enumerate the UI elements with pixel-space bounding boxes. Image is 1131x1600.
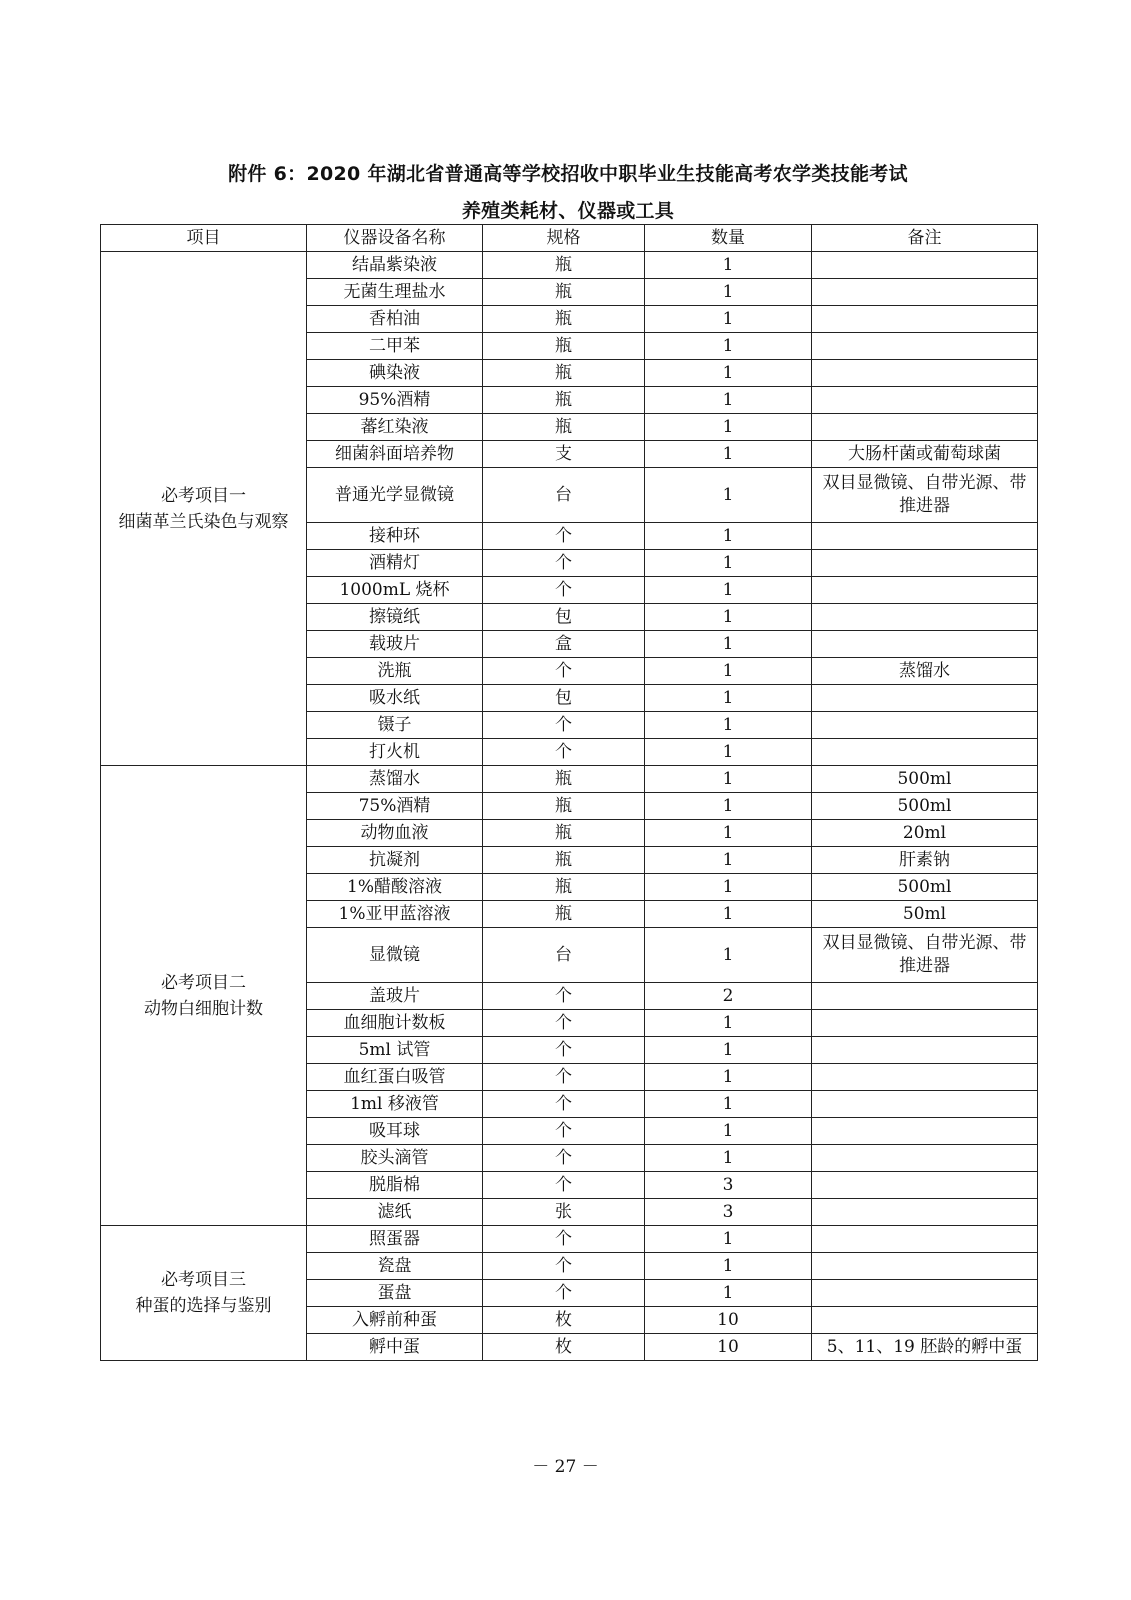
item-spec-cell: 个 bbox=[483, 1091, 645, 1118]
item-quantity-cell: 1 bbox=[645, 468, 812, 523]
item-quantity-cell: 1 bbox=[645, 1037, 812, 1064]
item-quantity-cell: 1 bbox=[645, 1253, 812, 1280]
project-label: 种蛋的选择与鉴别 bbox=[135, 1296, 272, 1316]
item-note-cell bbox=[812, 1091, 1038, 1118]
item-note-cell: 肝素钠 bbox=[812, 847, 1038, 874]
column-header-notes: 备注 bbox=[812, 225, 1038, 252]
item-quantity-cell: 1 bbox=[645, 928, 812, 983]
item-name-cell: 打火机 bbox=[307, 739, 483, 766]
item-note-cell bbox=[812, 1226, 1038, 1253]
item-spec-cell: 个 bbox=[483, 1010, 645, 1037]
item-quantity-cell: 1 bbox=[645, 901, 812, 928]
table-row bbox=[101, 766, 1038, 793]
item-note-cell: 大肠杆菌或葡萄球菌 bbox=[812, 441, 1038, 468]
project-label: 必考项目二 bbox=[161, 972, 246, 993]
column-header-project: 项目 bbox=[101, 225, 307, 252]
item-spec-cell: 张 bbox=[483, 1199, 645, 1226]
item-name-cell: 抗凝剂 bbox=[307, 847, 483, 874]
item-spec-cell: 个 bbox=[483, 1064, 645, 1091]
item-spec-cell: 个 bbox=[483, 983, 645, 1010]
item-note-cell bbox=[812, 1064, 1038, 1091]
item-quantity-cell: 1 bbox=[645, 414, 812, 441]
item-spec-cell: 支 bbox=[483, 441, 645, 468]
project-label: 必考项目一 bbox=[161, 485, 246, 506]
item-quantity-cell: 1 bbox=[645, 1280, 812, 1307]
item-spec-cell: 台 bbox=[483, 468, 645, 523]
item-quantity-cell: 1 bbox=[645, 387, 812, 414]
item-spec-cell: 个 bbox=[483, 1253, 645, 1280]
item-note-cell bbox=[812, 604, 1038, 631]
item-quantity-cell: 1 bbox=[645, 1145, 812, 1172]
project-label: 细菌革兰氏染色与观察 bbox=[118, 511, 289, 532]
item-spec-cell: 瓶 bbox=[483, 306, 645, 333]
column-header-quantity: 数量 bbox=[645, 225, 812, 252]
item-name-cell: 香柏油 bbox=[307, 306, 483, 333]
item-note-cell bbox=[812, 1145, 1038, 1172]
item-note-cell bbox=[812, 306, 1038, 333]
item-name-cell: 5ml 试管 bbox=[307, 1037, 483, 1064]
item-quantity-cell: 1 bbox=[645, 1010, 812, 1037]
table-row bbox=[101, 252, 1038, 279]
item-note-cell bbox=[812, 333, 1038, 360]
item-quantity-cell: 1 bbox=[645, 523, 812, 550]
project-cell bbox=[101, 1226, 307, 1361]
item-name-cell: 75%酒精 bbox=[307, 793, 483, 820]
item-name-cell: 孵中蛋 bbox=[307, 1334, 483, 1361]
item-quantity-cell: 1 bbox=[645, 793, 812, 820]
item-name-cell: 擦镜纸 bbox=[307, 604, 483, 631]
item-name-cell: 1%亚甲蓝溶液 bbox=[307, 901, 483, 928]
item-quantity-cell: 1 bbox=[645, 658, 812, 685]
project-cell bbox=[101, 252, 307, 766]
item-spec-cell: 瓶 bbox=[483, 820, 645, 847]
item-spec-cell: 个 bbox=[483, 1145, 645, 1172]
column-header-name: 仪器设备名称 bbox=[307, 225, 483, 252]
item-note-cell bbox=[812, 550, 1038, 577]
item-spec-cell: 瓶 bbox=[483, 279, 645, 306]
item-spec-cell: 个 bbox=[483, 550, 645, 577]
item-note-cell bbox=[812, 685, 1038, 712]
item-note-cell bbox=[812, 983, 1038, 1010]
item-spec-cell: 个 bbox=[483, 1226, 645, 1253]
item-name-cell: 动物血液 bbox=[307, 820, 483, 847]
item-quantity-cell: 1 bbox=[645, 712, 812, 739]
item-note-cell bbox=[812, 1172, 1038, 1199]
column-header-spec: 规格 bbox=[483, 225, 645, 252]
item-spec-cell: 包 bbox=[483, 604, 645, 631]
item-name-cell: 酒精灯 bbox=[307, 550, 483, 577]
item-quantity-cell: 1 bbox=[645, 820, 812, 847]
item-spec-cell: 个 bbox=[483, 1037, 645, 1064]
item-name-cell: 脱脂棉 bbox=[307, 1172, 483, 1199]
item-quantity-cell: 1 bbox=[645, 252, 812, 279]
item-name-cell: 吸水纸 bbox=[307, 685, 483, 712]
item-note-cell: 500ml bbox=[812, 793, 1038, 820]
item-spec-cell: 枚 bbox=[483, 1334, 645, 1361]
item-note-cell bbox=[812, 631, 1038, 658]
item-spec-cell: 个 bbox=[483, 712, 645, 739]
item-name-cell: 载玻片 bbox=[307, 631, 483, 658]
item-spec-cell: 瓶 bbox=[483, 901, 645, 928]
item-name-cell: 结晶紫染液 bbox=[307, 252, 483, 279]
item-quantity-cell: 1 bbox=[645, 739, 812, 766]
item-spec-cell: 个 bbox=[483, 1280, 645, 1307]
item-name-cell: 胶头滴管 bbox=[307, 1145, 483, 1172]
project-label: 动物白细胞计数 bbox=[144, 998, 263, 1019]
item-quantity-cell: 1 bbox=[645, 1226, 812, 1253]
item-note-cell bbox=[812, 252, 1038, 279]
item-note-cell: 5、11、19 胚龄的孵中蛋 bbox=[812, 1334, 1038, 1361]
item-name-cell: 普通光学显微镜 bbox=[307, 468, 483, 523]
item-note-cell bbox=[812, 1037, 1038, 1064]
item-name-cell: 蕃红染液 bbox=[307, 414, 483, 441]
item-quantity-cell: 10 bbox=[645, 1334, 812, 1361]
project-label: 必考项目三 bbox=[161, 1270, 246, 1290]
item-name-cell: 镊子 bbox=[307, 712, 483, 739]
item-spec-cell: 瓶 bbox=[483, 252, 645, 279]
item-note-cell: 20ml bbox=[812, 820, 1038, 847]
item-spec-cell: 瓶 bbox=[483, 333, 645, 360]
item-spec-cell: 枚 bbox=[483, 1307, 645, 1334]
item-spec-cell: 包 bbox=[483, 685, 645, 712]
item-name-cell: 接种环 bbox=[307, 523, 483, 550]
item-name-cell: 吸耳球 bbox=[307, 1118, 483, 1145]
item-spec-cell: 个 bbox=[483, 658, 645, 685]
item-spec-cell: 瓶 bbox=[483, 414, 645, 441]
item-note-cell: 500ml bbox=[812, 874, 1038, 901]
item-spec-cell: 瓶 bbox=[483, 766, 645, 793]
item-note-cell: 双目显微镜、自带光源、带推进器 bbox=[812, 468, 1038, 523]
item-quantity-cell: 1 bbox=[645, 279, 812, 306]
item-name-cell: 无菌生理盐水 bbox=[307, 279, 483, 306]
item-note-cell bbox=[812, 712, 1038, 739]
item-quantity-cell: 1 bbox=[645, 577, 812, 604]
item-quantity-cell: 1 bbox=[645, 333, 812, 360]
item-name-cell: 1ml 移液管 bbox=[307, 1091, 483, 1118]
item-quantity-cell: 1 bbox=[645, 874, 812, 901]
item-name-cell: 95%酒精 bbox=[307, 387, 483, 414]
item-spec-cell: 瓶 bbox=[483, 360, 645, 387]
item-quantity-cell: 10 bbox=[645, 1307, 812, 1334]
item-note-cell bbox=[812, 1010, 1038, 1037]
item-name-cell: 蒸馏水 bbox=[307, 766, 483, 793]
item-note-cell bbox=[812, 414, 1038, 441]
item-name-cell: 碘染液 bbox=[307, 360, 483, 387]
item-note-cell: 蒸馏水 bbox=[812, 658, 1038, 685]
item-quantity-cell: 1 bbox=[645, 441, 812, 468]
item-note-cell bbox=[812, 577, 1038, 604]
item-note-cell: 50ml bbox=[812, 901, 1038, 928]
item-quantity-cell: 1 bbox=[645, 550, 812, 577]
item-spec-cell: 瓶 bbox=[483, 847, 645, 874]
document-title-line-2: 养殖类耗材、仪器或工具 bbox=[461, 200, 675, 222]
item-quantity-cell: 1 bbox=[645, 766, 812, 793]
item-note-cell bbox=[812, 1307, 1038, 1334]
item-note-cell bbox=[812, 1280, 1038, 1307]
item-quantity-cell: 1 bbox=[645, 604, 812, 631]
page-number: － 27 － bbox=[532, 1457, 599, 1477]
item-note-cell bbox=[812, 279, 1038, 306]
item-note-cell bbox=[812, 360, 1038, 387]
item-name-cell: 血细胞计数板 bbox=[307, 1010, 483, 1037]
table-body bbox=[101, 252, 1038, 1361]
item-name-cell: 入孵前种蛋 bbox=[307, 1307, 483, 1334]
item-quantity-cell: 1 bbox=[645, 360, 812, 387]
item-note-cell: 500ml bbox=[812, 766, 1038, 793]
item-spec-cell: 瓶 bbox=[483, 874, 645, 901]
item-quantity-cell: 3 bbox=[645, 1172, 812, 1199]
item-quantity-cell: 1 bbox=[645, 306, 812, 333]
item-spec-cell: 瓶 bbox=[483, 387, 645, 414]
item-name-cell: 显微镜 bbox=[307, 928, 483, 983]
item-name-cell: 血红蛋白吸管 bbox=[307, 1064, 483, 1091]
item-quantity-cell: 1 bbox=[645, 685, 812, 712]
item-note-cell bbox=[812, 1199, 1038, 1226]
item-quantity-cell: 1 bbox=[645, 1091, 812, 1118]
item-spec-cell: 个 bbox=[483, 577, 645, 604]
item-name-cell: 瓷盘 bbox=[307, 1253, 483, 1280]
item-quantity-cell: 1 bbox=[645, 1118, 812, 1145]
item-spec-cell: 盒 bbox=[483, 631, 645, 658]
item-spec-cell: 个 bbox=[483, 739, 645, 766]
item-quantity-cell: 1 bbox=[645, 847, 812, 874]
item-name-cell: 洗瓶 bbox=[307, 658, 483, 685]
item-name-cell: 细菌斜面培养物 bbox=[307, 441, 483, 468]
item-note-cell: 双目显微镜、自带光源、带推进器 bbox=[812, 928, 1038, 983]
item-name-cell: 蛋盘 bbox=[307, 1280, 483, 1307]
item-name-cell: 照蛋器 bbox=[307, 1226, 483, 1253]
item-spec-cell: 个 bbox=[483, 1172, 645, 1199]
item-note-cell bbox=[812, 1253, 1038, 1280]
project-cell bbox=[101, 766, 307, 1226]
item-note-cell bbox=[812, 387, 1038, 414]
item-spec-cell: 瓶 bbox=[483, 793, 645, 820]
item-name-cell: 1000mL 烧杯 bbox=[307, 577, 483, 604]
item-spec-cell: 个 bbox=[483, 523, 645, 550]
item-name-cell: 二甲苯 bbox=[307, 333, 483, 360]
item-name-cell: 滤纸 bbox=[307, 1199, 483, 1226]
equipment-table bbox=[100, 224, 1038, 1361]
item-note-cell bbox=[812, 739, 1038, 766]
item-quantity-cell: 2 bbox=[645, 983, 812, 1010]
item-note-cell bbox=[812, 523, 1038, 550]
item-spec-cell: 个 bbox=[483, 1118, 645, 1145]
table-header-row bbox=[101, 225, 1038, 252]
item-name-cell: 盖玻片 bbox=[307, 983, 483, 1010]
item-quantity-cell: 1 bbox=[645, 1064, 812, 1091]
document-title-line-1: 附件 6：2020 年湖北省普通高等学校招收中职毕业生技能高考农学类技能考试 bbox=[228, 163, 908, 185]
item-quantity-cell: 3 bbox=[645, 1199, 812, 1226]
item-name-cell: 1%醋酸溶液 bbox=[307, 874, 483, 901]
item-quantity-cell: 1 bbox=[645, 631, 812, 658]
item-note-cell bbox=[812, 1118, 1038, 1145]
table-row bbox=[101, 1226, 1038, 1253]
item-spec-cell: 台 bbox=[483, 928, 645, 983]
